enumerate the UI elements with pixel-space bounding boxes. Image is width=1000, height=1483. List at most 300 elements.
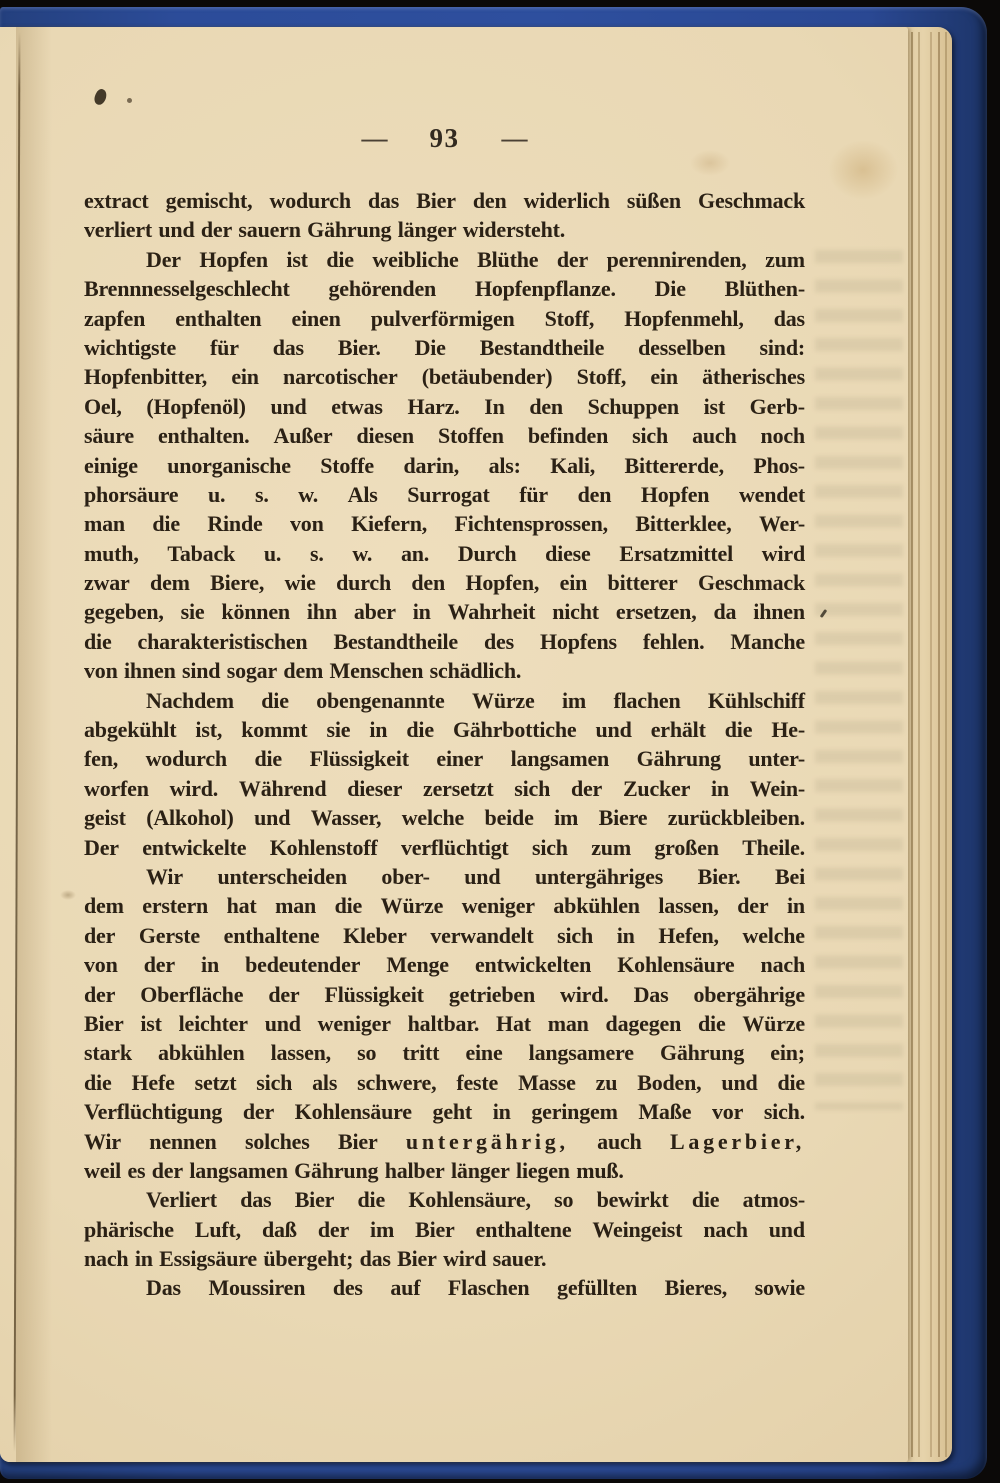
text-line <box>84 570 805 599</box>
word: enthalten. <box>157 423 250 449</box>
text-line <box>84 541 805 570</box>
word: Brennnesselgeschlecht <box>84 276 290 302</box>
word: stark <box>84 1040 132 1066</box>
word: Zucker <box>622 775 691 801</box>
word: Bier. <box>337 334 381 360</box>
word: eine <box>465 1040 503 1066</box>
word: Hopfen <box>199 246 268 272</box>
text-line <box>84 864 805 893</box>
word: und <box>464 863 501 889</box>
word: solches <box>244 1128 310 1154</box>
word: gegeben, <box>84 599 164 625</box>
word: wichtigste <box>84 334 177 360</box>
word: Biere <box>598 805 648 831</box>
word: kommt <box>241 717 308 743</box>
word: in <box>201 952 219 978</box>
word: ein <box>559 570 588 596</box>
word: entwickelten <box>474 952 592 978</box>
paper-stain <box>60 890 76 900</box>
word: sich <box>632 423 669 449</box>
word: muß. <box>576 1157 624 1183</box>
word: von <box>84 952 118 978</box>
word: verliert <box>84 217 153 243</box>
word: nach <box>84 1246 129 1272</box>
header-dash-left: — <box>361 124 388 153</box>
word: schwere, <box>357 1069 437 1095</box>
word: Bier <box>415 1216 455 1242</box>
text-line <box>84 453 805 482</box>
word: phorsäure <box>84 481 179 507</box>
word: etwas <box>331 393 383 419</box>
word: Hopfenpflanze. <box>474 276 616 302</box>
word: befinden <box>527 423 609 449</box>
word: Flüssigkeit <box>309 746 409 772</box>
word: Oberfläche <box>140 981 244 1007</box>
word: Wasser, <box>310 805 382 831</box>
word: Menge <box>386 952 449 978</box>
word: (betäubender) <box>421 364 553 390</box>
word: weniger <box>461 893 535 919</box>
word: Die <box>414 334 446 360</box>
word: geist <box>84 805 126 831</box>
word: ihnen <box>753 599 805 625</box>
word: in <box>412 599 431 625</box>
word: der <box>268 981 300 1007</box>
page-edge-line <box>938 32 940 1457</box>
text-line <box>84 1011 805 1040</box>
word: wird <box>761 540 805 566</box>
text-line <box>84 423 805 452</box>
word: Gährung <box>307 217 392 243</box>
word: worfen <box>84 775 149 801</box>
word: wodurch <box>145 746 227 772</box>
word: obengenannte <box>316 687 445 713</box>
text-line <box>84 893 805 922</box>
word: die <box>334 893 363 919</box>
text-line <box>84 746 805 775</box>
word: sie <box>326 717 351 743</box>
word: Ersatzmittel <box>619 540 734 566</box>
word: Durch <box>457 540 517 566</box>
word: enthaltene <box>223 922 320 948</box>
word: gehörenden <box>328 276 437 302</box>
word: wodurch <box>269 188 351 213</box>
word: Moussiren <box>208 1275 306 1301</box>
page-edge-line <box>911 32 913 1457</box>
word: dem <box>150 570 190 596</box>
word: für <box>519 481 548 507</box>
word: der <box>200 217 233 243</box>
word: wie <box>284 570 316 596</box>
word: ersetzen, <box>615 599 697 625</box>
word: Bier <box>416 188 456 213</box>
word: die <box>152 511 180 537</box>
word: lassen, <box>658 893 719 919</box>
word: Kiefern, <box>351 511 428 537</box>
word: und <box>264 1010 301 1036</box>
word: Würze <box>742 1010 805 1036</box>
word: die <box>84 628 112 654</box>
word: langsamere <box>528 1040 634 1066</box>
word: der <box>84 922 116 948</box>
word: vor <box>711 1099 744 1125</box>
word: s. <box>254 481 269 507</box>
word: Kali, <box>550 452 596 478</box>
word: und <box>270 393 307 419</box>
word: weil <box>84 1157 122 1183</box>
word: des <box>332 1275 363 1301</box>
word: Wahrheit <box>447 599 536 625</box>
word: Würze <box>380 893 444 919</box>
word: nicht <box>552 599 599 625</box>
word: das <box>359 1246 391 1272</box>
word: weniger <box>317 1010 391 1036</box>
word: w. <box>298 481 319 507</box>
word: langsamen <box>510 746 610 772</box>
word: wendet <box>738 481 805 507</box>
word: ein <box>231 364 259 390</box>
word: Kohlensäure <box>294 1099 412 1125</box>
word: w. <box>352 540 373 566</box>
word: wird <box>443 1246 487 1272</box>
word: obergährige <box>693 981 805 1007</box>
word: Wer- <box>758 511 805 537</box>
word: Kohlenstoff <box>269 834 378 860</box>
word: Hefe <box>131 1069 175 1095</box>
word: und <box>254 805 291 831</box>
word: ist, <box>195 717 223 743</box>
word: muth, <box>84 540 139 566</box>
verso-show-through <box>815 250 903 1110</box>
word: Das <box>633 981 669 1007</box>
word: in <box>134 1246 153 1272</box>
word: Kohlensäure, <box>408 1187 531 1213</box>
text-line <box>84 306 805 335</box>
word: wird. <box>560 981 609 1007</box>
word: Phos- <box>753 452 805 478</box>
word: ein; <box>770 1040 805 1066</box>
word: man <box>547 1010 589 1036</box>
word: enthalten <box>175 305 262 331</box>
word: geht <box>432 1099 473 1125</box>
word: als: <box>488 452 521 478</box>
word: Oel, <box>84 393 122 419</box>
text-line <box>84 1187 805 1216</box>
word: phärische <box>84 1216 174 1242</box>
word: (Alkohol) <box>146 805 234 831</box>
word: Gährung <box>659 1040 745 1066</box>
word: zersetzt <box>423 775 494 801</box>
word: tritt <box>402 1040 440 1066</box>
word: Hopfenmehl, <box>624 305 744 331</box>
word: das <box>367 188 400 213</box>
word: die <box>777 1069 805 1095</box>
word: Theile. <box>742 834 805 860</box>
word: abkühlen <box>158 1040 245 1066</box>
word: sind: <box>759 334 805 360</box>
word: noch <box>760 423 805 449</box>
word: zapfen <box>84 305 146 331</box>
word: Harz. <box>407 393 460 419</box>
word: ätherisches <box>702 364 805 390</box>
word: u. <box>208 481 226 507</box>
word: Das <box>146 1275 181 1301</box>
word: weibliche <box>372 246 459 272</box>
word: bedeutender <box>245 952 361 978</box>
word: sie <box>180 599 205 625</box>
word: Geschmack <box>698 188 805 213</box>
word: im <box>370 1216 395 1242</box>
text-line <box>84 629 805 658</box>
word: Verflüchtigung <box>84 1099 223 1125</box>
word: sich <box>531 834 568 860</box>
word: der <box>84 981 116 1007</box>
word: zwar <box>84 570 130 596</box>
word: charakteristischen <box>137 628 308 654</box>
word: der <box>556 246 589 272</box>
text-line <box>84 1217 805 1246</box>
word: haltbar. <box>407 1010 480 1036</box>
word: der <box>242 1099 275 1125</box>
word: sowie <box>754 1275 805 1301</box>
word: zum <box>765 246 805 272</box>
word: unterscheiden <box>217 863 347 889</box>
word: Boden, <box>637 1069 702 1095</box>
word: aber <box>353 599 396 625</box>
paper-stain <box>828 140 898 200</box>
word: an. <box>400 540 430 566</box>
word: Biere, <box>210 570 265 596</box>
word: feste <box>456 1069 499 1095</box>
word: Essigsäure <box>159 1246 257 1272</box>
word: süßen <box>626 188 681 213</box>
word: Hefen, <box>658 922 719 948</box>
word: in <box>786 893 805 919</box>
word: geringem <box>531 1099 618 1125</box>
word: Außer <box>273 423 333 449</box>
word: so <box>554 1187 574 1213</box>
word: verflüchtigt <box>400 834 509 860</box>
word: gemischt, <box>165 188 253 213</box>
word: widerlich <box>523 188 610 213</box>
text-line <box>84 511 805 540</box>
word: extract <box>84 188 149 213</box>
word: Blüthe <box>477 246 539 272</box>
page-number: 93 <box>429 123 460 153</box>
word: auch <box>597 1128 642 1154</box>
word: fen, <box>84 746 119 772</box>
word: Bier. <box>697 863 741 889</box>
header-dash-right: — <box>501 124 528 153</box>
word: Bier <box>397 1246 437 1272</box>
word: Weingeist <box>592 1216 683 1242</box>
word: Stoffe <box>320 452 374 478</box>
word: nennen <box>149 1128 217 1154</box>
word: abgekühlt <box>84 717 177 743</box>
ink-speck <box>127 98 132 103</box>
word: Bestandtheile <box>333 628 458 654</box>
word: einen <box>291 305 341 331</box>
word: und <box>595 717 632 743</box>
text-line <box>84 217 805 246</box>
word: länger <box>397 217 457 243</box>
word: Gährung <box>636 746 721 772</box>
word: das <box>272 334 304 360</box>
word: ein <box>650 364 678 390</box>
text-line <box>84 1099 805 1128</box>
word: Gerb- <box>749 393 805 419</box>
word: narcotischer <box>283 364 398 390</box>
word: Der <box>146 246 181 272</box>
word: Hopfens <box>540 628 617 654</box>
word: Surrogat <box>407 481 490 507</box>
word: der <box>737 893 769 919</box>
word: die <box>84 1069 112 1095</box>
word: pulverförmigen <box>370 305 515 331</box>
word: setzt <box>194 1069 237 1095</box>
word: und <box>768 1216 805 1242</box>
word: sauer. <box>492 1246 547 1272</box>
word: für <box>210 334 239 360</box>
paper-stain <box>690 150 730 176</box>
word: Gerste <box>138 922 200 948</box>
word: verwandelt <box>430 922 534 948</box>
text-line <box>84 394 805 423</box>
word: Maße <box>638 1099 692 1125</box>
word: dem <box>84 893 124 919</box>
word: länger <box>450 1157 510 1183</box>
word: ist <box>140 1010 162 1036</box>
word: und <box>721 1069 758 1095</box>
word: der <box>151 1157 183 1183</box>
word: durch <box>336 570 391 596</box>
word: untergährig, <box>405 1128 569 1154</box>
word: darin, <box>403 452 460 478</box>
word: abkühlen <box>553 893 640 919</box>
word: Rinde <box>207 511 263 537</box>
word: es <box>127 1157 146 1183</box>
text-line <box>84 1158 805 1187</box>
word: der <box>317 1216 350 1242</box>
word: gefüllten <box>557 1275 638 1301</box>
word: Bier <box>84 1010 124 1036</box>
word: Fichtensprossen, <box>454 511 608 537</box>
word: in <box>711 775 729 801</box>
word: sind <box>181 658 221 684</box>
word: die <box>406 717 434 743</box>
word: von <box>84 658 118 684</box>
word: den <box>472 188 507 213</box>
gutter-shadow <box>16 27 52 1462</box>
text-line <box>84 1275 805 1304</box>
text-line <box>84 923 805 952</box>
word: die <box>698 1010 726 1036</box>
word: liegen <box>516 1157 570 1183</box>
text-line <box>84 982 805 1011</box>
word: Taback <box>167 540 236 566</box>
word: Wein- <box>749 775 805 801</box>
word: welche <box>742 922 805 948</box>
word: man <box>275 893 317 919</box>
word: in <box>369 717 388 743</box>
word: He- <box>771 717 805 743</box>
word: übergeht; <box>263 1246 354 1272</box>
word: auf <box>390 1275 421 1301</box>
word: Würze <box>472 687 535 713</box>
word: u. <box>263 540 282 566</box>
word: erhält <box>650 717 706 743</box>
word: zurückbleiben. <box>667 805 805 831</box>
word: der <box>143 952 175 978</box>
word: Bier <box>338 1128 378 1154</box>
text-line <box>84 1129 805 1158</box>
word: den <box>411 570 446 596</box>
word: sich <box>557 922 594 948</box>
word: dieser <box>347 775 403 801</box>
word: großen <box>654 834 719 860</box>
word: Geschmack <box>698 570 805 596</box>
text-line <box>84 717 805 746</box>
word: Kohlensäure <box>617 952 735 978</box>
word: so <box>357 1040 377 1066</box>
word: untergähriges <box>534 863 664 889</box>
word: perennirenden, <box>606 246 747 272</box>
word: die <box>357 1187 386 1213</box>
word: in <box>492 1099 511 1125</box>
word: Bieres, <box>664 1275 728 1301</box>
word: Menschen <box>329 658 424 684</box>
page-edge-line <box>945 32 947 1457</box>
word: langsamen <box>189 1157 288 1183</box>
word: dem <box>283 658 324 684</box>
word: die <box>724 717 753 743</box>
word: im <box>561 687 587 713</box>
word: ihn <box>306 599 337 625</box>
word: daß <box>261 1216 297 1242</box>
word: Bittererde, <box>624 452 724 478</box>
word: enthaltene <box>475 1216 572 1242</box>
word: Der <box>84 834 119 860</box>
word: (Hopfenöl) <box>146 393 246 419</box>
word: die <box>254 746 282 772</box>
word: Wir <box>84 1128 121 1154</box>
word: können <box>221 599 290 625</box>
word: Hopfen <box>640 481 710 507</box>
word: Gährbottiche <box>452 717 577 743</box>
word: Hat <box>496 1010 531 1036</box>
word: lassen, <box>270 1040 331 1066</box>
word: Als <box>347 481 378 507</box>
text-line <box>84 364 805 393</box>
word: zum <box>591 834 631 860</box>
word: die <box>261 687 289 713</box>
word: diese <box>545 540 591 566</box>
word: einer <box>436 746 484 772</box>
word: beide <box>484 805 534 831</box>
page-edge-line <box>930 32 932 1457</box>
text-line <box>84 1246 805 1275</box>
word: dagegen <box>605 1010 682 1036</box>
text-line <box>84 776 805 805</box>
word: sich <box>514 775 551 801</box>
word: s. <box>309 540 324 566</box>
word: Schuppen <box>587 393 679 419</box>
word: In <box>484 393 505 419</box>
word: auch <box>692 423 737 449</box>
word: säure <box>84 423 134 449</box>
word: unorganische <box>167 452 291 478</box>
word: schädlich. <box>429 658 522 684</box>
